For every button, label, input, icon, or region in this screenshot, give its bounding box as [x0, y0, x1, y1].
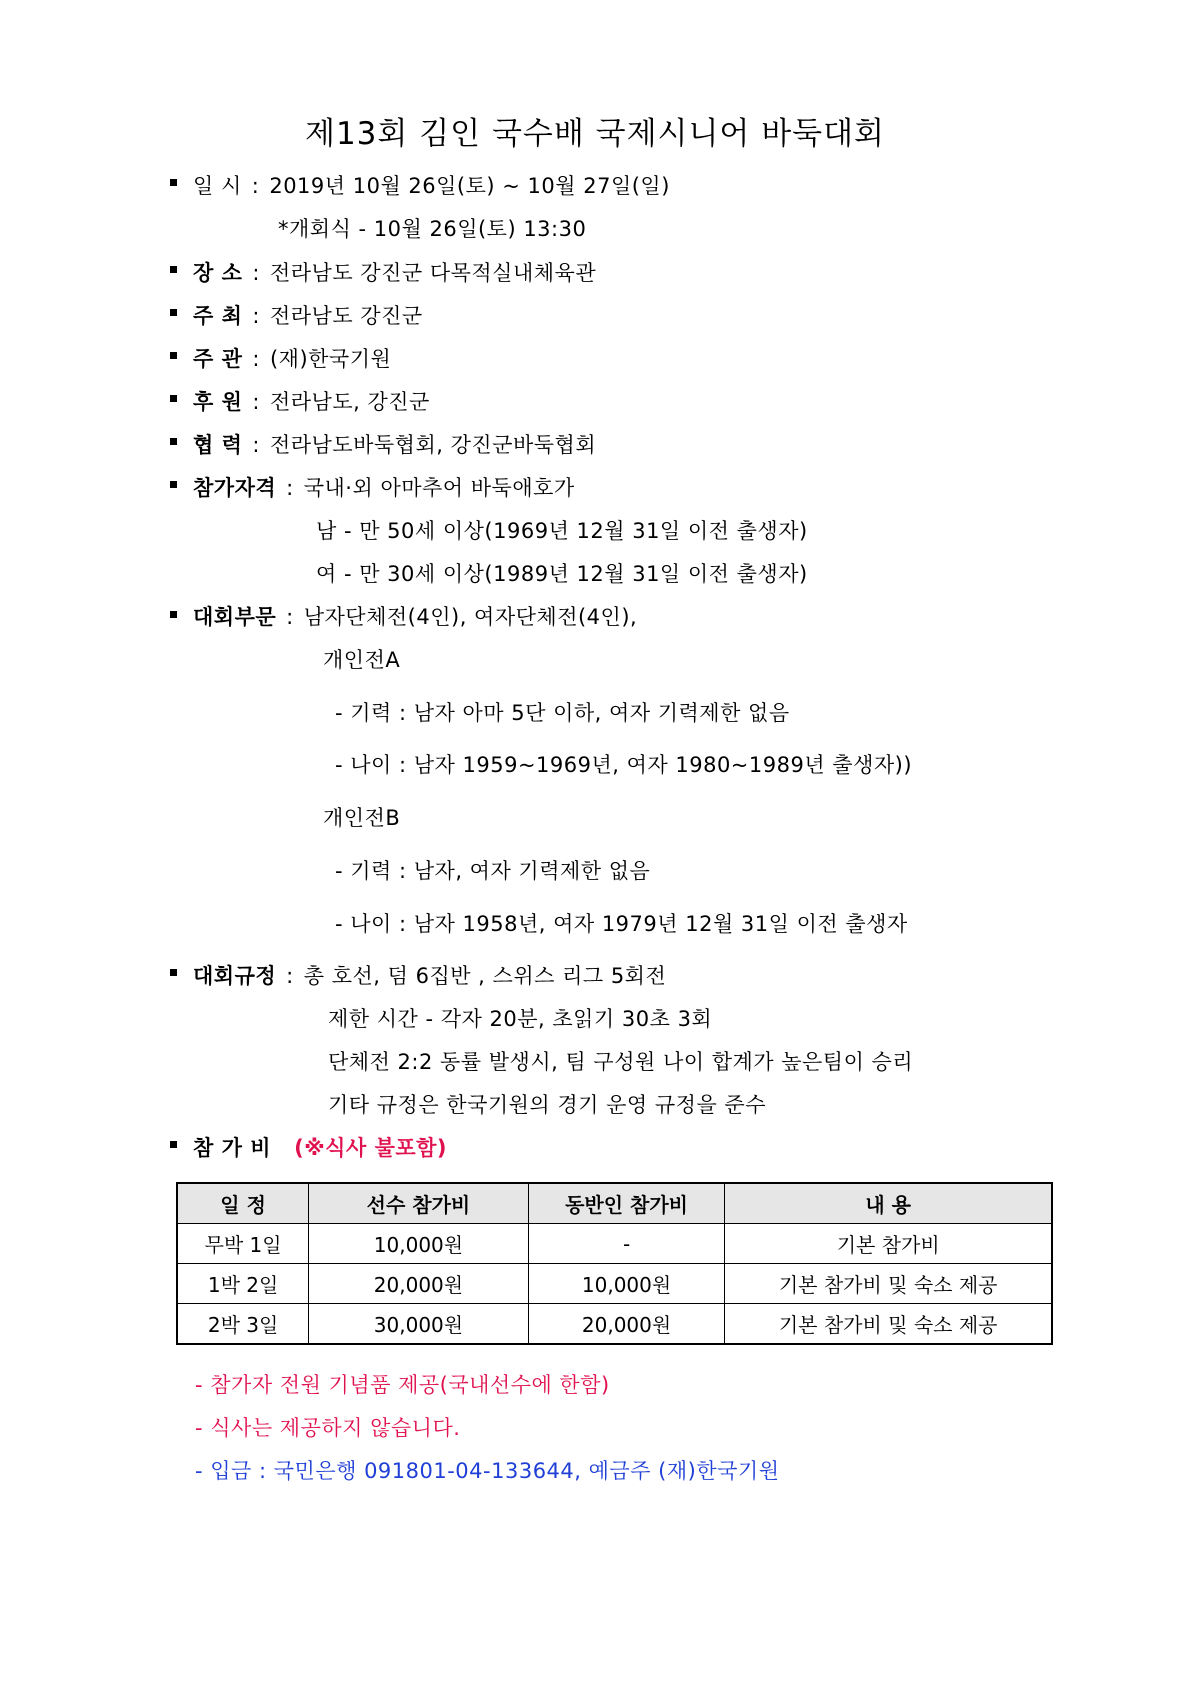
- organizer-line: 주 관 : (재)한국기원: [193, 347, 392, 371]
- bullet: [170, 1141, 177, 1148]
- cell-schedule: 1박 2일: [177, 1264, 309, 1304]
- rules-time: 제한 시간 - 각자 20분, 초읽기 30초 3회: [328, 1007, 713, 1031]
- sponsor-line: 후 원 : 전라남도, 강진군: [193, 390, 430, 414]
- individual-a-age: - 나이 : 남자 1959~1969년, 여자 1980~1989년 출생자)): [335, 753, 913, 777]
- sponsor-label: 후 원: [193, 390, 243, 414]
- cell-player-fee: 30,000원: [309, 1304, 529, 1345]
- cell-player-fee: 10,000원: [309, 1224, 529, 1264]
- eligibility-men: 남 - 만 50세 이상(1969년 12월 31일 이전 출생자): [316, 519, 808, 543]
- eligibility-women: 여 - 만 30세 이상(1989년 12월 31일 이전 출생자): [316, 562, 808, 586]
- organizer-label: 주 관: [193, 347, 243, 371]
- divisions-value: 남자단체전(4인), 여자단체전(4인),: [303, 605, 638, 629]
- individual-a-title: 개인전A: [323, 648, 401, 672]
- individual-b-age: - 나이 : 남자 1958년, 여자 1979년 12월 31일 이전 출생자: [335, 912, 908, 936]
- date-label: 일 시: [193, 174, 242, 198]
- note-meal: - 식사는 제공하지 않습니다.: [195, 1416, 461, 1440]
- bullet: [170, 309, 177, 316]
- note-souvenir: - 참가자 전원 기념품 제공(국내선수에 한함): [195, 1373, 610, 1397]
- table-row: [177, 1224, 1052, 1264]
- eligibility-label: 참가자격: [193, 476, 277, 500]
- cell-companion-fee: 20,000원: [528, 1304, 725, 1345]
- note-deposit: - 입금 : 국민은행 091801-04-133644, 예금주 (재)한국기원: [195, 1459, 780, 1483]
- cell-companion-fee: -: [528, 1224, 725, 1264]
- cell-companion-fee: 10,000원: [528, 1264, 725, 1304]
- header-companion-fee: 동반인 참가비: [528, 1183, 725, 1224]
- rules-label: 대회규정: [193, 964, 277, 988]
- header-schedule: 일 정: [177, 1183, 309, 1224]
- individual-a-strength: - 기력 : 남자 아마 5단 이하, 여자 기력제한 없음: [335, 701, 790, 725]
- eligibility-value: 국내·외 아마추어 바둑애호가: [303, 476, 575, 500]
- bullet: [170, 438, 177, 445]
- venue-label: 장 소: [193, 261, 243, 285]
- cooperation-line: 협 력 : 전라남도바둑협회, 강진군바둑협회: [193, 433, 597, 457]
- header-details: 내 용: [725, 1183, 1052, 1224]
- fee-table: [176, 1182, 1053, 1345]
- date-value: 2019년 10월 26일(토) ~ 10월 27일(일): [269, 174, 670, 198]
- organizer-value: (재)한국기원: [269, 347, 392, 371]
- sponsor-value: 전라남도, 강진군: [269, 390, 430, 414]
- divisions-label: 대회부문: [193, 605, 277, 629]
- venue-line: 장 소 : 전라남도 강진군 다목적실내체육관: [193, 261, 597, 285]
- table-row: [177, 1264, 1052, 1304]
- fee-label: 참 가 비: [193, 1136, 271, 1160]
- fee-table-header: [177, 1183, 1052, 1224]
- host-label: 주 최: [193, 304, 243, 328]
- divisions-line: 대회부문 : 남자단체전(4인), 여자단체전(4인),: [193, 605, 638, 629]
- rules-value: 총 호선, 덤 6집반 , 스위스 리그 5회전: [303, 964, 667, 988]
- bullet: [170, 481, 177, 488]
- cell-schedule: 2박 3일: [177, 1304, 309, 1345]
- individual-b-strength: - 기력 : 남자, 여자 기력제한 없음: [335, 859, 651, 883]
- bullet: [170, 611, 177, 618]
- bullet: [170, 395, 177, 402]
- fee-note: (※식사 불포함): [294, 1136, 448, 1160]
- bullet: [170, 352, 177, 359]
- cell-details: 기본 참가비: [725, 1224, 1052, 1264]
- host-line: 주 최 : 전라남도 강진군: [193, 304, 423, 328]
- rules-other: 기타 규정은 한국기원의 경기 운영 규정을 준수: [328, 1093, 766, 1117]
- cell-details: 기본 참가비 및 숙소 제공: [725, 1304, 1052, 1345]
- cooperation-label: 협 력: [193, 433, 243, 457]
- bullet: [170, 179, 177, 186]
- header-player-fee: 선수 참가비: [309, 1183, 529, 1224]
- cell-details: 기본 참가비 및 숙소 제공: [725, 1264, 1052, 1304]
- rules-team-tie: 단체전 2:2 동률 발생시, 팀 구성원 나이 합계가 높은팀이 승리: [328, 1050, 914, 1074]
- cell-player-fee: 20,000원: [309, 1264, 529, 1304]
- bullet: [170, 969, 177, 976]
- cell-schedule: 무박 1일: [177, 1224, 309, 1264]
- fee-line: [193, 1132, 447, 1162]
- page-title: 제13회 김인 국수배 국제시니어 바둑대회: [305, 116, 885, 152]
- host-value: 전라남도 강진군: [269, 304, 423, 328]
- opening-ceremony: *개회식 - 10월 26일(토) 13:30: [278, 217, 587, 241]
- eligibility-line: 참가자격 : 국내·외 아마추어 바둑애호가: [193, 476, 575, 500]
- venue-value: 전라남도 강진군 다목적실내체육관: [269, 261, 597, 285]
- cooperation-value: 전라남도바둑협회, 강진군바둑협회: [269, 433, 597, 457]
- rules-line: 대회규정 : 총 호선, 덤 6집반 , 스위스 리그 5회전: [193, 964, 667, 988]
- date-line: 일 시 : 2019년 10월 26일(토) ~ 10월 27일(일): [193, 174, 670, 198]
- bullet: [170, 266, 177, 273]
- individual-b-title: 개인전B: [323, 806, 401, 830]
- table-row: [177, 1304, 1052, 1345]
